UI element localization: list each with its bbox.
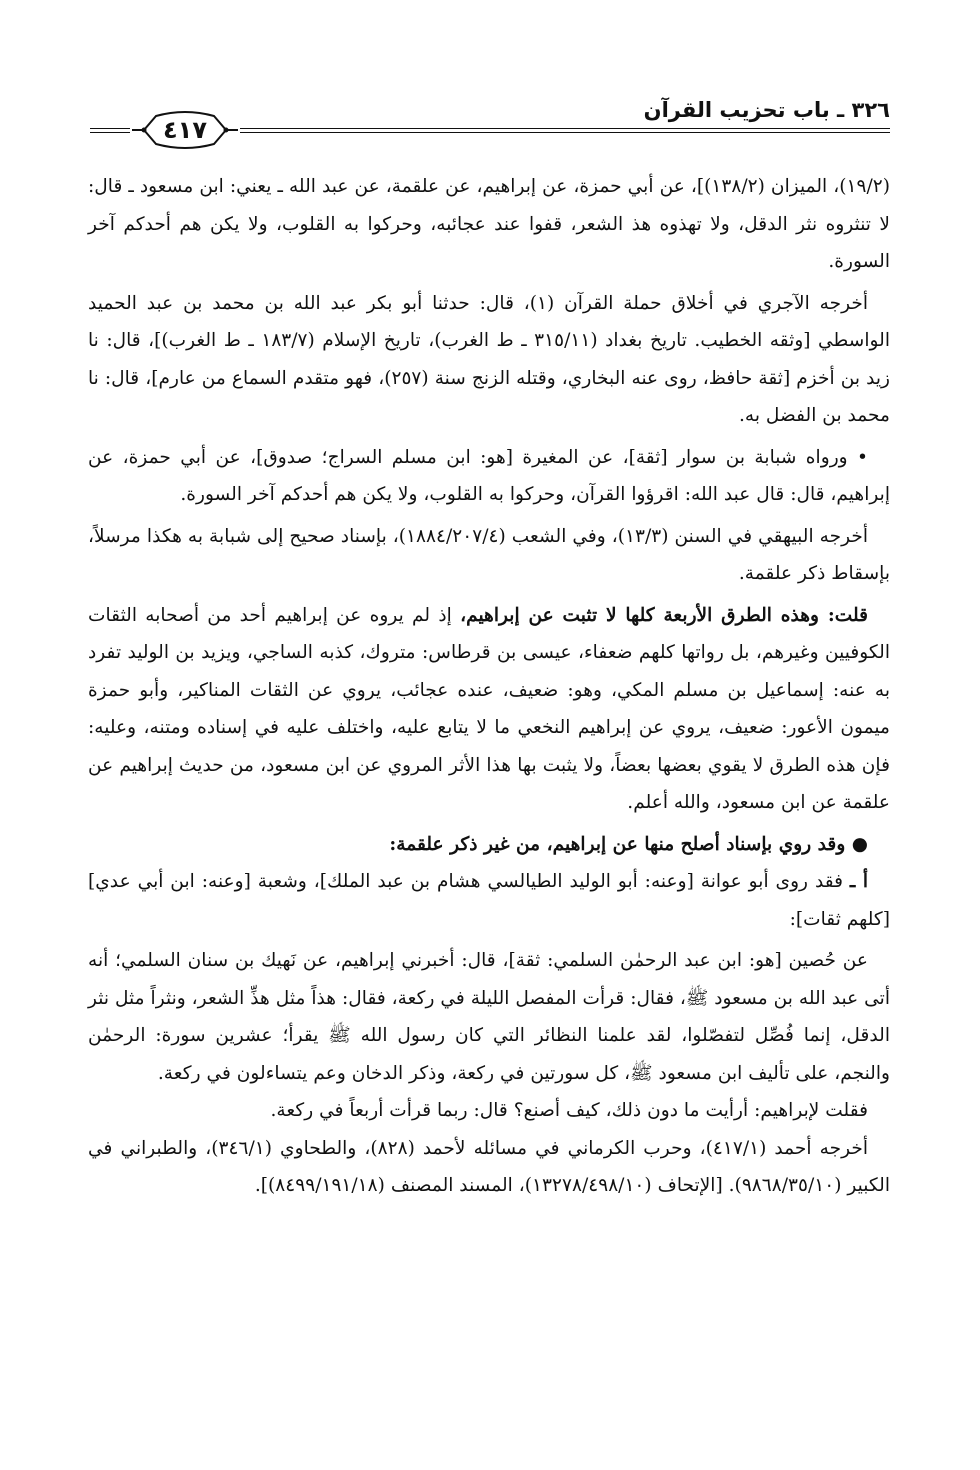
page-header (90, 92, 890, 158)
paragraph (88, 285, 890, 435)
paragraph (88, 168, 890, 281)
page-number: ٤١٧ (163, 116, 207, 144)
paragraph-text: فقلت لإبراهيم: أرأيت ما دون ذلك، كيف أصنع؟ قال: ربما قرأت أربعاً في ركعة. (270, 1100, 868, 1121)
header-rule (90, 132, 130, 133)
paragraph-lead: أ ـ (849, 871, 868, 892)
paragraph (88, 1092, 890, 1130)
paragraph-text: أخرجه أحمد (٤١٧/١)، وحرب الكرماني في مسائله لأحمد (٨٢٨)، والطحاوي (٣٤٦/١)، والطبراني في الكبير (٩٨٦٨/٣٥/١٠). [الإتحاف (١٣٢٧٨/٤٩٨/١٠)، المسند المصنف (٨٤٩٩/١٩١/١٨)]. (88, 1137, 890, 1196)
paragraph (88, 597, 890, 822)
paragraph-text: • ورواه شبابة بن سوار [ثقة]، عن المغيرة [هو: ابن مسلم السراج؛ صدوق]، عن أبي حمزة، عن إبراهيم، قال: قال عبد الله: اقرؤوا القرآن، وحركوا به القلوب، ولا يكن هم أحدكم آخر السورة. (88, 446, 890, 505)
paragraph-text: عن حُصين [هو: ابن عبد الرحمٰن السلمي: ثقة]، قال: أخبرني إبراهيم، عن نَهيك بن سنان السلمي؛ أنه أتى عبد الله بن مسعود ﷺ، فقال: قرأت المفصل الليلة في ركعة، فقال: هذاً مثل هذِّ الشعر، ونثراً مثل نثر الدقل، إنما فُصِّل لتفصّلوا، لقد علمنا النظائر التي كان رسول الله ﷺ يقرأ؛ عشرين سورة: الرحمٰن والنجم، على تأليف ابن مسعود ﷺ، كل سورتين في ركعة، وذكر الدخان وعم يتساءلون في ركعة. (88, 950, 890, 1084)
header-rule (240, 128, 890, 129)
paragraph (88, 942, 890, 1092)
paragraph-text: إذ لم يروه عن إبراهيم أحد من أصحابه الثقات الكوفيين وغيرهم، بل رواتها كلهم ضعفاء، عيسى بن قرطاس: متروك، كذبه الساجي، ويزيد بن الوليد تفرد به عنه: إسماعيل بن مسلم المكي، وهو: ضعيف، عنده عجائب، يروي عن الثقات المناكير، وأبو حمزة ميمون الأعور: ضعيف، يروي عن إبراهيم النخعي ما لا يتابع عليه، واختلف عليه في إسناده ومتنه، وعليه: فإن هذه الطرق لا يقوي بعضها بعضاً، ولا يثبت بها هذا الأثر المروي عن ابن مسعود، من حديث إبراهيم عن علقمة عن ابن مسعود، والله أعلم. (88, 604, 890, 813)
paragraph-lead: ● وقد روي بإسناد أصلح منها عن إبراهيم، من غير ذكر علقمة: (389, 833, 868, 855)
paragraph (88, 439, 890, 514)
paragraph-text: أخرجه الآجري في أخلاق حملة القرآن (١)، قال: حدثنا أبو بكر عبد الله بن محمد بن عبد الحميد الواسطي [وثقه الخطيب. تاريخ بغداد (٣١٥/١١ ـ ط الغرب)، تاريخ الإسلام (١٨٣/٧ ـ ط الغرب)]، قال: نا زيد بن أخزم [ثقة حافظ، روى عنه البخاري، وقتله الزنج سنة (٢٥٧)، فهو متقدم السماع من عارم]، قال: نا محمد بن الفضل به. (88, 292, 890, 426)
running-title: ٣٢٦ ـ باب تحزيب القرآن (643, 98, 890, 122)
paragraph (88, 518, 890, 593)
paragraph-text: أخرجه البيهقي في السنن (١٣/٣)، وفي الشعب (١٨٨٤/٢٠٧/٤)، بإسناد صحيح إلى شبابة به هكذا مرسلاً، بإسقاط ذكر علقمة. (88, 525, 890, 584)
paragraph (88, 863, 890, 938)
header-rule (240, 132, 890, 133)
header-rule (90, 128, 130, 129)
page-number-ornament (130, 110, 240, 150)
paragraph-lead: قلت: وهذه الطرق الأربعة كلها لا تثبت عن إبراهيم، (460, 604, 868, 626)
paragraph (88, 1130, 890, 1205)
paragraph-text: فقد روى أبو عوانة [وعنه: أبو الوليد الطيالسي هشام بن عبد الملك]، وشعبة [وعنه: ابن أبي عدي] [كلهم ثقات]: (88, 871, 890, 930)
page-body (88, 168, 890, 1205)
paragraph (88, 826, 890, 864)
paragraph-text: (١٩/٢)، الميزان (١٣٨/٢)]، عن أبي حمزة، عن إبراهيم، عن علقمة، عن عبد الله ـ يعني: ابن مسعود ـ قال: لا تنثروه نثر الدقل، ولا تهذوه هذ الشعر، قفوا عند عجائبه، وحركوا به القلوب، ولا يكن هم أحدكم آخر السورة. (88, 176, 890, 272)
